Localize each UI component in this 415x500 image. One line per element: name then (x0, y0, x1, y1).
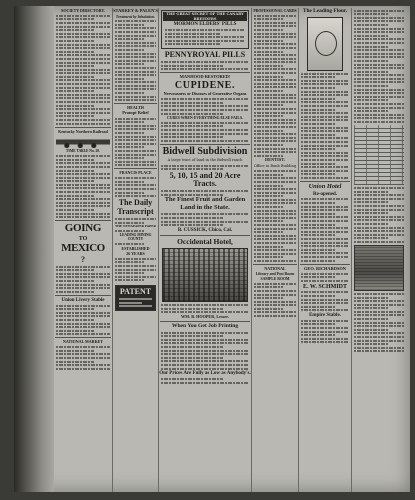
pennyroyal-heading: PENNYROYAL PILLS (164, 50, 246, 59)
transcript-text-3 (115, 243, 156, 245)
manhood-restored-heading: MANHOOD RESTORED! (179, 74, 231, 80)
canary-breeders-banner: THE GREAT SECRET OF THE CANARY BREEDERS (163, 12, 247, 21)
dentist-office-line: Office in Bank Building (253, 163, 297, 168)
cupidene-heading: CUPIDENE. (174, 79, 236, 91)
job-printing-text (161, 332, 249, 370)
patent-box (115, 285, 156, 311)
mexico-heading: MEXICO (61, 242, 105, 255)
cupidene-text (161, 98, 249, 114)
national-heading: NATIONAL (264, 265, 286, 271)
bidwell-line: A large tract of land in the Bidwell ranch (167, 158, 243, 163)
union-hotel-heading: Union Hotel (308, 182, 342, 190)
price-table-graphic (354, 125, 404, 185)
pills-ad-box (161, 10, 249, 49)
hotel-text (161, 304, 249, 313)
prices-text (161, 378, 249, 384)
timetable-label: TIME TABLE No. 20. (66, 148, 100, 153)
richardson-text (301, 273, 349, 282)
acre-tracts-heading: 5, 10, 15 and 20 Acre Tracts. (169, 170, 241, 189)
nervousness-line: Nervousness or Diseases of Generative Organs (163, 91, 247, 97)
hotel-illustration (162, 248, 248, 302)
francis-place-text (115, 177, 156, 197)
question-mark: ? (81, 254, 85, 264)
timetable-listing (56, 155, 110, 218)
job-printing-heading: When You Get Job Printing (171, 323, 239, 330)
column-3 (159, 8, 252, 492)
market-heading: NATIONAL MARKET (62, 339, 104, 345)
directory-listing (56, 15, 110, 125)
cupidene-text-2 (161, 122, 249, 142)
dentist-heading: DENTIST. (264, 157, 286, 163)
train-illustration (56, 136, 110, 148)
patent-label: PATENT (119, 287, 152, 297)
schmidt-heading: E. W. SCHMIDT (302, 283, 347, 290)
bidwell-heading: Bidwell Subdivision (162, 145, 248, 157)
column-6-text-bottom (354, 293, 404, 353)
column-6 (352, 8, 406, 492)
column-2 (113, 8, 159, 492)
professional-cards-heading: PROFESSIONAL CARDS (253, 9, 297, 13)
livery-text (56, 305, 110, 336)
going-heading: GOING (64, 222, 102, 235)
page-binding-shadow (14, 6, 54, 492)
union-hotel-text (301, 198, 349, 261)
column-4 (252, 8, 299, 492)
mexico-ad-text (56, 266, 110, 293)
mormon-pills-heading: MORMON ELDERS' PILLS (173, 22, 237, 28)
finest-land-line-2: Land in the State. (180, 204, 230, 212)
column-6-text-top (354, 10, 404, 123)
column-1 (54, 8, 113, 492)
leading-flour-heading: The Leading Flour. (302, 8, 348, 14)
transcript-text-4 (115, 258, 156, 282)
transcript-heading: Transcript (117, 207, 154, 217)
daily-heading: The Daily (118, 197, 153, 207)
national-text (254, 283, 296, 317)
mormon-pills-text (165, 29, 245, 45)
market-text (56, 346, 110, 370)
reopened-line: Re-opened. (312, 191, 338, 197)
finest-text (161, 213, 249, 226)
pennyroyal-text (161, 61, 249, 70)
dentist-text (254, 170, 296, 262)
transcript-text-1 (115, 218, 156, 224)
richardson-heading: GEO. RICHARDSON (304, 265, 346, 271)
tracts-text (161, 190, 249, 196)
finest-land-line-1: The Finest Fruit and Garden (164, 196, 246, 204)
cures-line: CURES WHEN EVERYTHING ELSE FAILS. (167, 116, 243, 121)
empire-text (301, 320, 349, 344)
prompt-relief-label: Prompt Relief (122, 110, 149, 116)
inhalation-text (115, 20, 156, 101)
schmidt-text (301, 291, 349, 311)
flour-sack-illustration (307, 17, 343, 71)
francis-place-heading: FRANCIS PLACE (119, 170, 152, 176)
column-6-illustration (354, 245, 404, 291)
health-text (115, 118, 156, 167)
bidwell-text (161, 165, 249, 171)
railroad-heading: Kentucky Northern Railroad (58, 128, 108, 134)
patent-text (119, 298, 152, 307)
starkey-palen-heading: STARKEY & PALEN'S (113, 8, 158, 13)
hotel-lessee-line: WM. B. HOOPER, Lessee. (180, 313, 230, 319)
occidental-hotel-heading: Occidental Hotel, (177, 237, 233, 247)
years-label: 26 YEARS (126, 250, 145, 256)
column-5 (299, 8, 352, 492)
established-label: ESTABLISHED (121, 245, 150, 251)
going-to: TO (78, 235, 88, 242)
inhalation-subheading: Treatment by Inhalation. (115, 14, 156, 19)
flour-text (301, 73, 349, 179)
sample-room-heading: SAMPLE ROOM (260, 277, 290, 282)
newspaper-label: THE NEWSPAPER PAPER (115, 224, 156, 229)
health-label: HEALTH (127, 105, 144, 111)
empire-stable-heading: Empire Stable. (309, 313, 341, 318)
society-directory-heading: SOCIETY DIRECTORY. (61, 8, 105, 13)
county-label: LEADING MINING COUNTY (119, 233, 152, 241)
library-heading: Library and Post Room (255, 272, 295, 277)
column-6-text-mid (354, 187, 404, 243)
cussick-line: B. CUSSICK, Chico, Cal. (177, 227, 233, 233)
cards-listing (254, 15, 296, 157)
prices-line: Our Prices Are Fully as Low as Anybody's. (159, 371, 251, 377)
livery-stable-heading: Union Livery Stable (61, 297, 105, 303)
